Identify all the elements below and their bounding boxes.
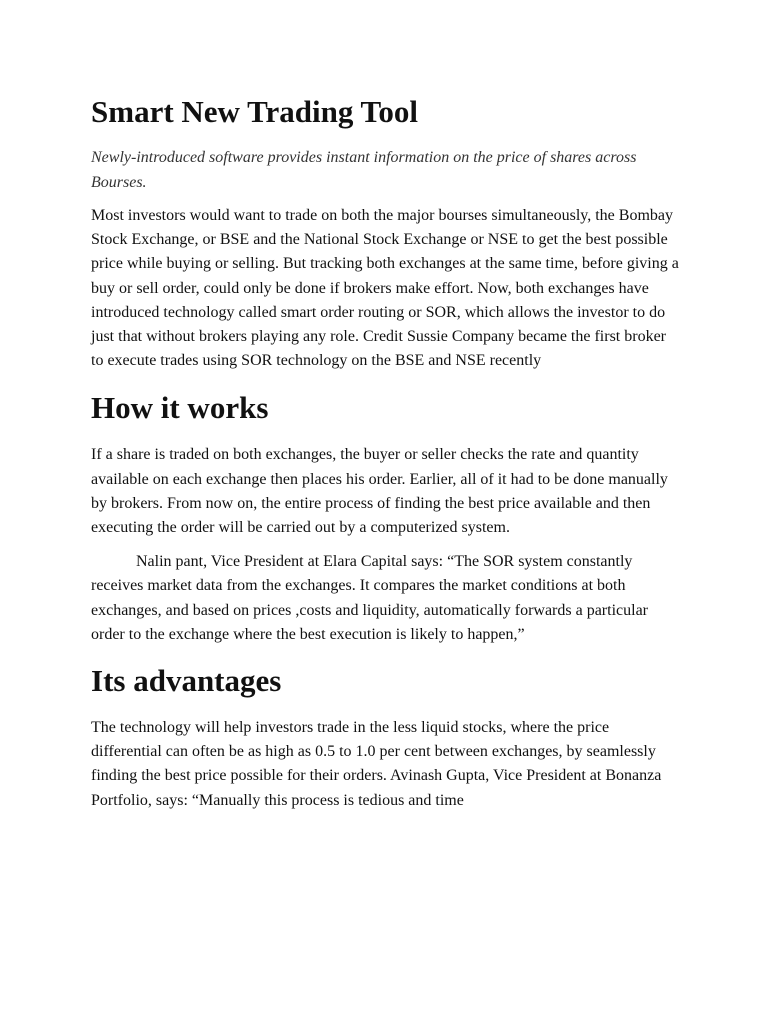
document-page: [91, 92, 681, 823]
advantages-paragraph-1: The technology will help investors trade in the less liquid stocks, where the price differential can often be as high as 0.5 to 1.0 per cent between exchanges, by seamlessly finding the best price possible for their orders. Avinash Gupta, Vice President at Bonanza Portfolio, says: “Manually this process is tedious and time: [91, 719, 662, 809]
section-heading-how-it-works: How it works: [91, 390, 269, 426]
section-heading-its-advantages: Its advantages: [91, 663, 282, 699]
document-title: Smart New Trading Tool: [91, 94, 418, 129]
intro-paragraph: Most investors would want to trade on both the major bourses simultaneously, the Bombay Stock Exchange, or BSE and the National Stock Exchange or NSE to get the best possible price while buying or selling. But tracking both exchanges at the same time, before giving a buy or sell order, could only be done if brokers make effort. Now, both exchanges have introduced technology called smart order routing or SOR, which allows the investor to do just that without brokers playing any role. Credit Sussie Company became the first broker to execute trades using SOR technology on the BSE and NSE recently: [91, 207, 679, 370]
document-subtitle: Newly-introduced software provides instant information on the price of shares across Bourses.: [91, 149, 637, 191]
how-it-works-quote-paragraph: Nalin pant, Vice President at Elara Capital says: “The SOR system constantly receives market data from the exchanges. It compares the market conditions at both exchanges, and based on prices ,costs and liquidity, automatically forwards a particular order to the exchange where the best execution is likely to happen,”: [91, 553, 648, 643]
how-it-works-paragraph-1: If a share is traded on both exchanges, the buyer or seller checks the rate and quantity available on each exchange then places his order. Earlier, all of it had to be done manually by brokers. From now on, the entire process of finding the best price available and then executing the order will be carried out by a computerized system.: [91, 446, 668, 537]
